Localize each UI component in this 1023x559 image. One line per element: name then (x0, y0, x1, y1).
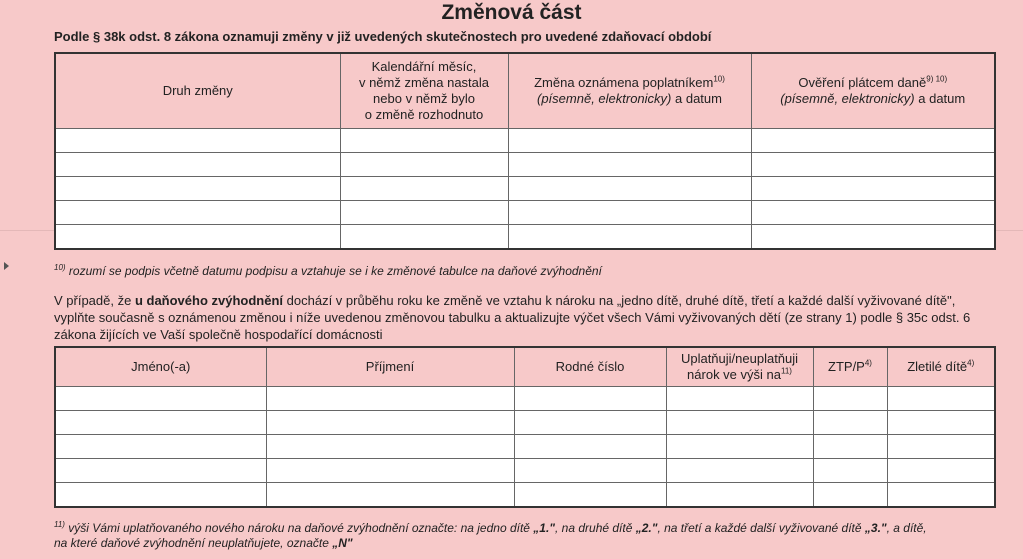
changes-table-row (55, 225, 995, 250)
changes-table-header-row (55, 53, 995, 129)
changes-table-cell[interactable] (508, 225, 751, 250)
children-table-cell[interactable] (887, 459, 995, 483)
children-table-cell[interactable] (887, 435, 995, 459)
children-table-row (55, 483, 995, 508)
children-table-cell[interactable] (813, 387, 887, 411)
children-table-cell[interactable] (514, 411, 666, 435)
header-birth-number: Rodné číslo (514, 347, 666, 387)
children-table-cell[interactable] (813, 483, 887, 508)
footnote-10: $^{10)}$ rozumí se podpis včetně datumu podpisu a vztahuje se i ke změnové tabulce na daňové zvýhodnění (54, 263, 602, 278)
changes-table-cell[interactable] (55, 201, 340, 225)
children-table-cell[interactable] (266, 435, 514, 459)
child-benefit-paragraph: V případě, že u daňového zvýhodnění dochází v průběhu roku ke změně ve vztahu k nároku na „jedno dítě, druhé dítě, třetí a každé další vyživované dítě", vyplňte současně s oznámenou změnou i níže uvedenou změnovou tabulku a aktualizujte výčet všech Vámi vyživovaných dětí (ze strany 1) podle § 35c odst. 6 zákona žijících ve Vaší společně hospodařící domácnosti (54, 293, 971, 342)
header-ztp: ZTP/$P^{4)}$ (813, 347, 887, 387)
children-table-cell[interactable] (514, 483, 666, 508)
header-calendar-month: Kalendářní měsíc, v němž změna nastala nebo v němž bylo o změně rozhodnuto (340, 53, 508, 129)
changes-table-row (55, 153, 995, 177)
children-table-cell[interactable] (266, 411, 514, 435)
children-table-cell[interactable] (666, 459, 813, 483)
children-table-cell[interactable] (887, 483, 995, 508)
changes-table-cell[interactable] (751, 225, 995, 250)
changes-table-cell[interactable] (751, 201, 995, 225)
footnote-11: $^{11)}$ výši Vámi uplatňovaného nového nároku na daňové zvýhodnění označte: na jedno dítě „1.", na druhé dítě „2.", na třetí a každé další vyživované dítě „3.", a dítě, na které daňové zvýhodnění neuplatňujete, označte „N" (54, 520, 927, 550)
changes-table-cell[interactable] (508, 129, 751, 153)
children-table-cell[interactable] (266, 483, 514, 508)
children-table-cell[interactable] (55, 483, 266, 508)
children-table-cell[interactable] (266, 459, 514, 483)
header-change-type: Druh změny (55, 53, 340, 129)
changes-table-row (55, 177, 995, 201)
section-subtitle: Podle § 38k odst. 8 zákona oznamuji změny v již uvedených skutečnostech pro uvedené zdaňovací období (54, 29, 712, 44)
page-title: Změnová část (441, 1, 582, 24)
children-table-row (55, 459, 995, 483)
children-table-cell[interactable] (514, 459, 666, 483)
changes-table-cell[interactable] (55, 177, 340, 201)
header-first-name: Jméno(-a) (55, 347, 266, 387)
header-claim: Uplatňuji/neuplatňuji nárok ve výši $na^{11)}$ (666, 347, 813, 387)
header-notified-by-taxpayer: Změna oznámena poplatníkem$^{10)}$ (písemně, elektronicky) a datum (508, 53, 751, 129)
children-table-header-row (55, 347, 995, 387)
changes-table-row (55, 201, 995, 225)
changes-table-cell[interactable] (508, 201, 751, 225)
children-table-cell[interactable] (514, 387, 666, 411)
header-surname: Příjmení (266, 347, 514, 387)
children-table-cell[interactable] (55, 435, 266, 459)
children-table-cell[interactable] (887, 387, 995, 411)
changes-table-cell[interactable] (751, 153, 995, 177)
children-table-cell[interactable] (55, 411, 266, 435)
children-table-row (55, 387, 995, 411)
changes-table-cell[interactable] (508, 153, 751, 177)
children-table-cell[interactable] (813, 411, 887, 435)
children-table-cell[interactable] (666, 483, 813, 508)
children-table-cell[interactable] (666, 435, 813, 459)
changes-table-cell[interactable] (340, 153, 508, 177)
changes-table-cell[interactable] (340, 225, 508, 250)
header-adult-child: Zletilé dítě$^{4)}$ (887, 347, 995, 387)
children-table-cell[interactable] (55, 387, 266, 411)
children-table-cell[interactable] (666, 387, 813, 411)
changes-table-cell[interactable] (751, 129, 995, 153)
changes-table-cell[interactable] (751, 177, 995, 201)
changes-table-cell[interactable] (340, 129, 508, 153)
children-table-cell[interactable] (813, 435, 887, 459)
changes-table-cell[interactable] (55, 225, 340, 250)
changes-table-cell[interactable] (340, 177, 508, 201)
changes-table-cell[interactable] (55, 129, 340, 153)
children-table-cell[interactable] (666, 411, 813, 435)
changes-table (54, 52, 996, 250)
changes-table-cell[interactable] (508, 177, 751, 201)
header-verified-by-payer: Ověření plátcem daně$^{9) 10)}$ (písemně, elektronicky) a datum (751, 53, 995, 129)
changes-table-cell[interactable] (340, 201, 508, 225)
children-table-cell[interactable] (55, 459, 266, 483)
children-table-cell[interactable] (514, 435, 666, 459)
children-table-cell[interactable] (887, 411, 995, 435)
changes-table-row (55, 129, 995, 153)
children-table-cell[interactable] (266, 387, 514, 411)
changes-table-cell[interactable] (55, 153, 340, 177)
margin-arrow-icon (4, 262, 9, 270)
children-table-row (55, 435, 995, 459)
children-table-cell[interactable] (813, 459, 887, 483)
children-table-row (55, 411, 995, 435)
children-table (54, 346, 996, 508)
